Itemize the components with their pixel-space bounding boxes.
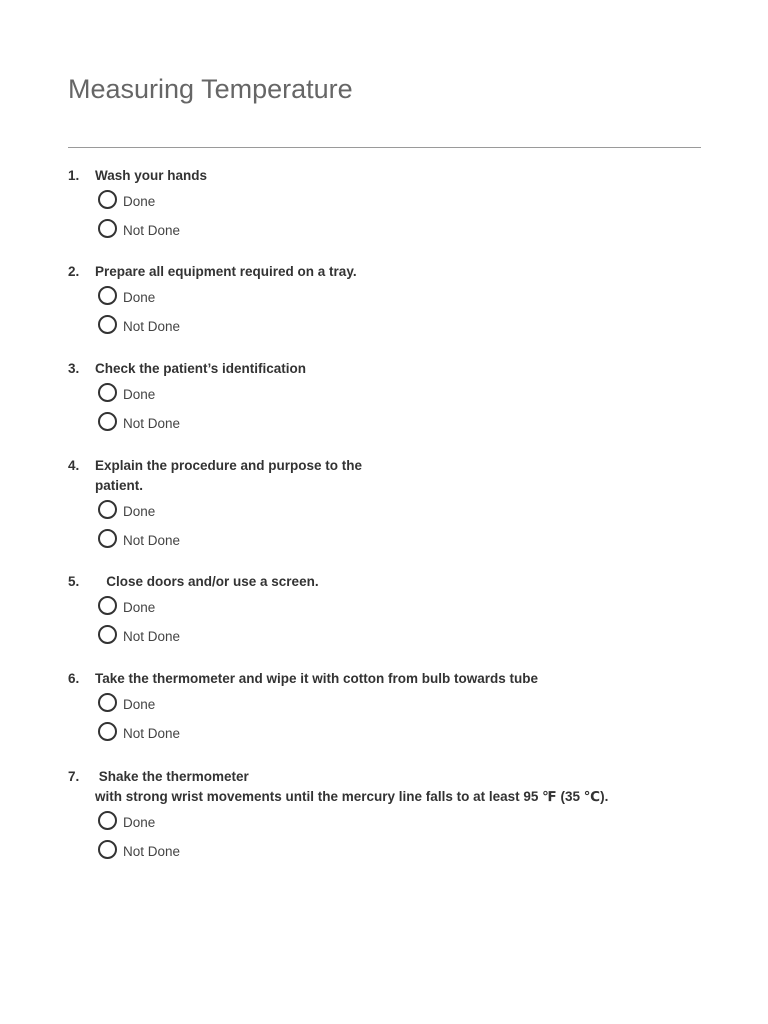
radio-button[interactable] xyxy=(98,722,117,741)
radio-button[interactable] xyxy=(98,286,117,305)
question-number: 3. xyxy=(68,361,80,376)
option-label: Not Done xyxy=(123,532,181,548)
question-text: Take the thermometer and wipe it with cotton from bulb towards tube xyxy=(95,671,539,686)
form-title: Measuring Temperature xyxy=(68,74,353,104)
option-not-done[interactable] xyxy=(98,717,708,746)
question-number: 5. xyxy=(68,574,80,589)
option-not-done[interactable] xyxy=(98,835,708,864)
question-text: Wash your hands xyxy=(95,168,208,183)
radio-button[interactable] xyxy=(98,315,117,334)
option-done[interactable] xyxy=(98,806,708,835)
radio-button[interactable] xyxy=(98,596,117,615)
option-not-done[interactable] xyxy=(98,214,708,243)
question-5 xyxy=(68,572,708,649)
radio-button[interactable] xyxy=(98,811,117,830)
option-done[interactable] xyxy=(98,185,708,214)
radio-button[interactable] xyxy=(98,190,117,209)
radio-button[interactable] xyxy=(98,840,117,859)
title-divider xyxy=(68,147,701,148)
question-number: 2. xyxy=(68,264,80,279)
question-number: 1. xyxy=(68,168,80,183)
radio-button[interactable] xyxy=(98,529,117,548)
option-label: Not Done xyxy=(123,843,181,859)
question-1 xyxy=(68,166,708,243)
option-label: Not Done xyxy=(123,628,181,644)
radio-button[interactable] xyxy=(98,219,117,238)
question-3 xyxy=(68,359,708,436)
option-done[interactable] xyxy=(98,688,708,717)
option-not-done[interactable] xyxy=(98,524,708,553)
question-7 xyxy=(68,767,708,864)
question-number: 6. xyxy=(68,671,80,686)
option-not-done[interactable] xyxy=(98,407,708,436)
option-done[interactable] xyxy=(98,495,708,524)
option-label: Not Done xyxy=(123,318,181,334)
question-text: Close doors and/or use a screen. xyxy=(95,574,319,589)
question-number: 7. xyxy=(68,769,80,784)
question-text: Prepare all equipment required on a tray. xyxy=(95,264,357,279)
option-label: Done xyxy=(123,386,156,402)
radio-button[interactable] xyxy=(98,693,117,712)
option-label: Not Done xyxy=(123,725,181,741)
option-done[interactable] xyxy=(98,591,708,620)
question-2 xyxy=(68,262,708,339)
question-4 xyxy=(68,456,708,553)
option-label: Done xyxy=(123,599,156,615)
option-not-done[interactable] xyxy=(98,310,708,339)
question-text: Shake the thermometer with strong wrist movements until the mercury line falls to at least 95 ℉ (35 ℃). xyxy=(95,769,609,804)
option-label: Done xyxy=(123,814,156,830)
radio-button[interactable] xyxy=(98,500,117,519)
question-text: Check the patient’s identification xyxy=(95,361,307,376)
option-label: Not Done xyxy=(123,222,181,238)
option-label: Not Done xyxy=(123,415,181,431)
question-text: Explain the procedure and purpose to the patient. xyxy=(95,458,363,493)
radio-button[interactable] xyxy=(98,383,117,402)
option-done[interactable] xyxy=(98,281,708,310)
option-label: Done xyxy=(123,696,156,712)
option-label: Done xyxy=(123,193,156,209)
question-6 xyxy=(68,669,708,746)
radio-button[interactable] xyxy=(98,412,117,431)
radio-button[interactable] xyxy=(98,625,117,644)
option-done[interactable] xyxy=(98,378,708,407)
option-label: Done xyxy=(123,503,156,519)
option-not-done[interactable] xyxy=(98,620,708,649)
option-label: Done xyxy=(123,289,156,305)
question-number: 4. xyxy=(68,458,80,473)
